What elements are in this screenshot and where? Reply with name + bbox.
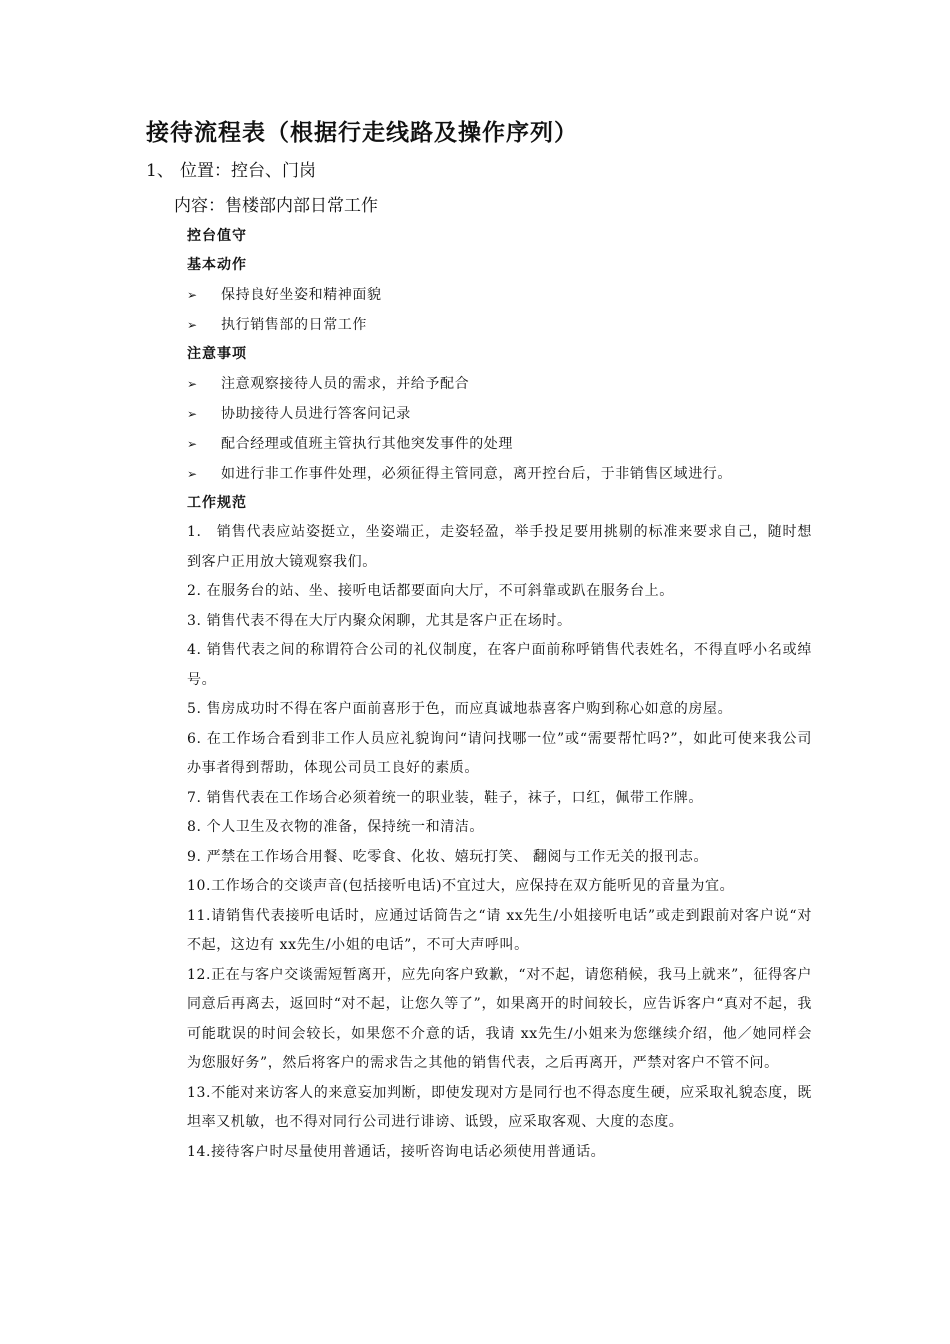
attention-item xyxy=(187,399,812,429)
bullet-arrow-icon: ➢ xyxy=(187,318,198,332)
rule-item: 11.请销售代表接听电话时，应通过话筒告之“请 xx先生/小姐接听电话”或走到跟前对客户说“对不起，这边有 xx先生/小姐的电话”，不可大声呼叫。 xyxy=(187,907,812,953)
rule-item: 13.不能对来访客人的来意妄加判断，即使发现对方是同行也不得态度生硬，应采取礼貌态度，既坦率又机敏，也不得对同行公司进行诽谤、诋毁，应采取客观、大度的态度。 xyxy=(187,1084,812,1130)
rule-item: 6. 在工作场合看到非工作人员应礼貌询问“请问找哪一位”或“需要帮忙吗?”，如此可使来我公司办事者得到帮助，体现公司员工良好的素质。 xyxy=(187,730,812,776)
rule-item: 14.接待客户时尽量使用普通话，接听咨询电话必须使用普通话。 xyxy=(187,1143,606,1160)
basic-action-item xyxy=(187,280,812,310)
section-location: 位置：控台、门岗 xyxy=(180,161,316,181)
page-title: 接待流程表（根据行走线路及操作序列） xyxy=(146,119,578,146)
duty-heading: 控台值守 xyxy=(187,228,247,244)
bullet-text: 执行销售部的日常工作 xyxy=(221,317,367,333)
section-content: 内容：售楼部内部日常工作 xyxy=(174,196,378,216)
bullet-text: 注意观察接待人员的需求，并给予配合 xyxy=(221,376,470,392)
bullet-text: 协助接待人员进行答客问记录 xyxy=(221,406,411,422)
bullet-arrow-icon: ➢ xyxy=(187,377,198,391)
attention-heading: 注意事项 xyxy=(187,346,247,362)
section-1-heading xyxy=(146,156,316,181)
attention-item xyxy=(187,429,812,459)
rule-item: 12.正在与客户交谈需短暂离开，应先向客户致歉，“对不起，请您稍候，我马上就来”，征得客户同意后再离去，返回时“对不起，让您久等了”，如果离开的时间较长，应告诉客户“真对不起，我可能耽误的时间会较长，如果您不介意的话，我请 xx先生/小姐来为您继续介绍，他／她同样会为您服好务”，然后将客户的需求告之其他的销售代表，之后再离开，严禁对客户不管不问。 xyxy=(187,966,812,1071)
work-rules-heading: 工作规范 xyxy=(187,495,247,511)
rule-item: 2. 在服务台的站、坐、接听电话都要面向大厅，不可斜靠或趴在服务台上。 xyxy=(187,583,674,599)
rule-item: 9. 严禁在工作场合用餐、吃零食、化妆、嬉玩打笑、 翻阅与工作无关的报刊志。 xyxy=(187,848,709,865)
bullet-text: 配合经理或值班主管执行其他突发事件的处理 xyxy=(221,436,513,452)
rule-item: 5. 售房成功时不得在客户面前喜形于色，而应真诚地恭喜客户购到称心如意的房屋。 xyxy=(187,701,733,717)
basic-action-item xyxy=(187,310,812,340)
bullet-text: 如进行非工作事件处理，必须征得主管同意，离开控台后，于非销售区域进行。 xyxy=(221,466,732,482)
rule-item: 7. 销售代表在工作场合必须着统一的职业装，鞋子，袜子，口红，佩带工作牌。 xyxy=(187,789,704,806)
basic-actions-heading: 基本动作 xyxy=(187,257,247,273)
bullet-text: 保持良好坐姿和精神面貌 xyxy=(221,287,382,303)
rule-item: 3. 销售代表不得在大厅内聚众闲聊，尤其是客户正在场时。 xyxy=(187,612,572,629)
bullet-arrow-icon: ➢ xyxy=(187,407,198,421)
rule-item: 10.工作场合的交谈声音(包括接听电话)不宜过大，应保持在双方能听见的音量为宜。 xyxy=(187,878,735,894)
rule-item: 1. 销售代表应站姿挺立，坐姿端正，走姿轻盈，举手投足要用挑剔的标准来要求自己，随时想到客户正用放大镜观察我们。 xyxy=(187,524,812,570)
section-number: 1、 xyxy=(146,161,174,181)
bullet-arrow-icon: ➢ xyxy=(187,467,198,481)
bullet-arrow-icon: ➢ xyxy=(187,288,198,302)
rule-item: 4. 销售代表之间的称谓符合公司的礼仪制度，在客户面前称呼销售代表姓名，不得直呼小名或绰号。 xyxy=(187,642,812,688)
bullet-arrow-icon: ➢ xyxy=(187,437,198,451)
attention-item xyxy=(187,369,812,399)
duty-block xyxy=(187,222,812,1167)
rule-item: 8. 个人卫生及衣物的准备，保持统一和清洁。 xyxy=(187,819,485,835)
attention-item xyxy=(187,459,812,489)
